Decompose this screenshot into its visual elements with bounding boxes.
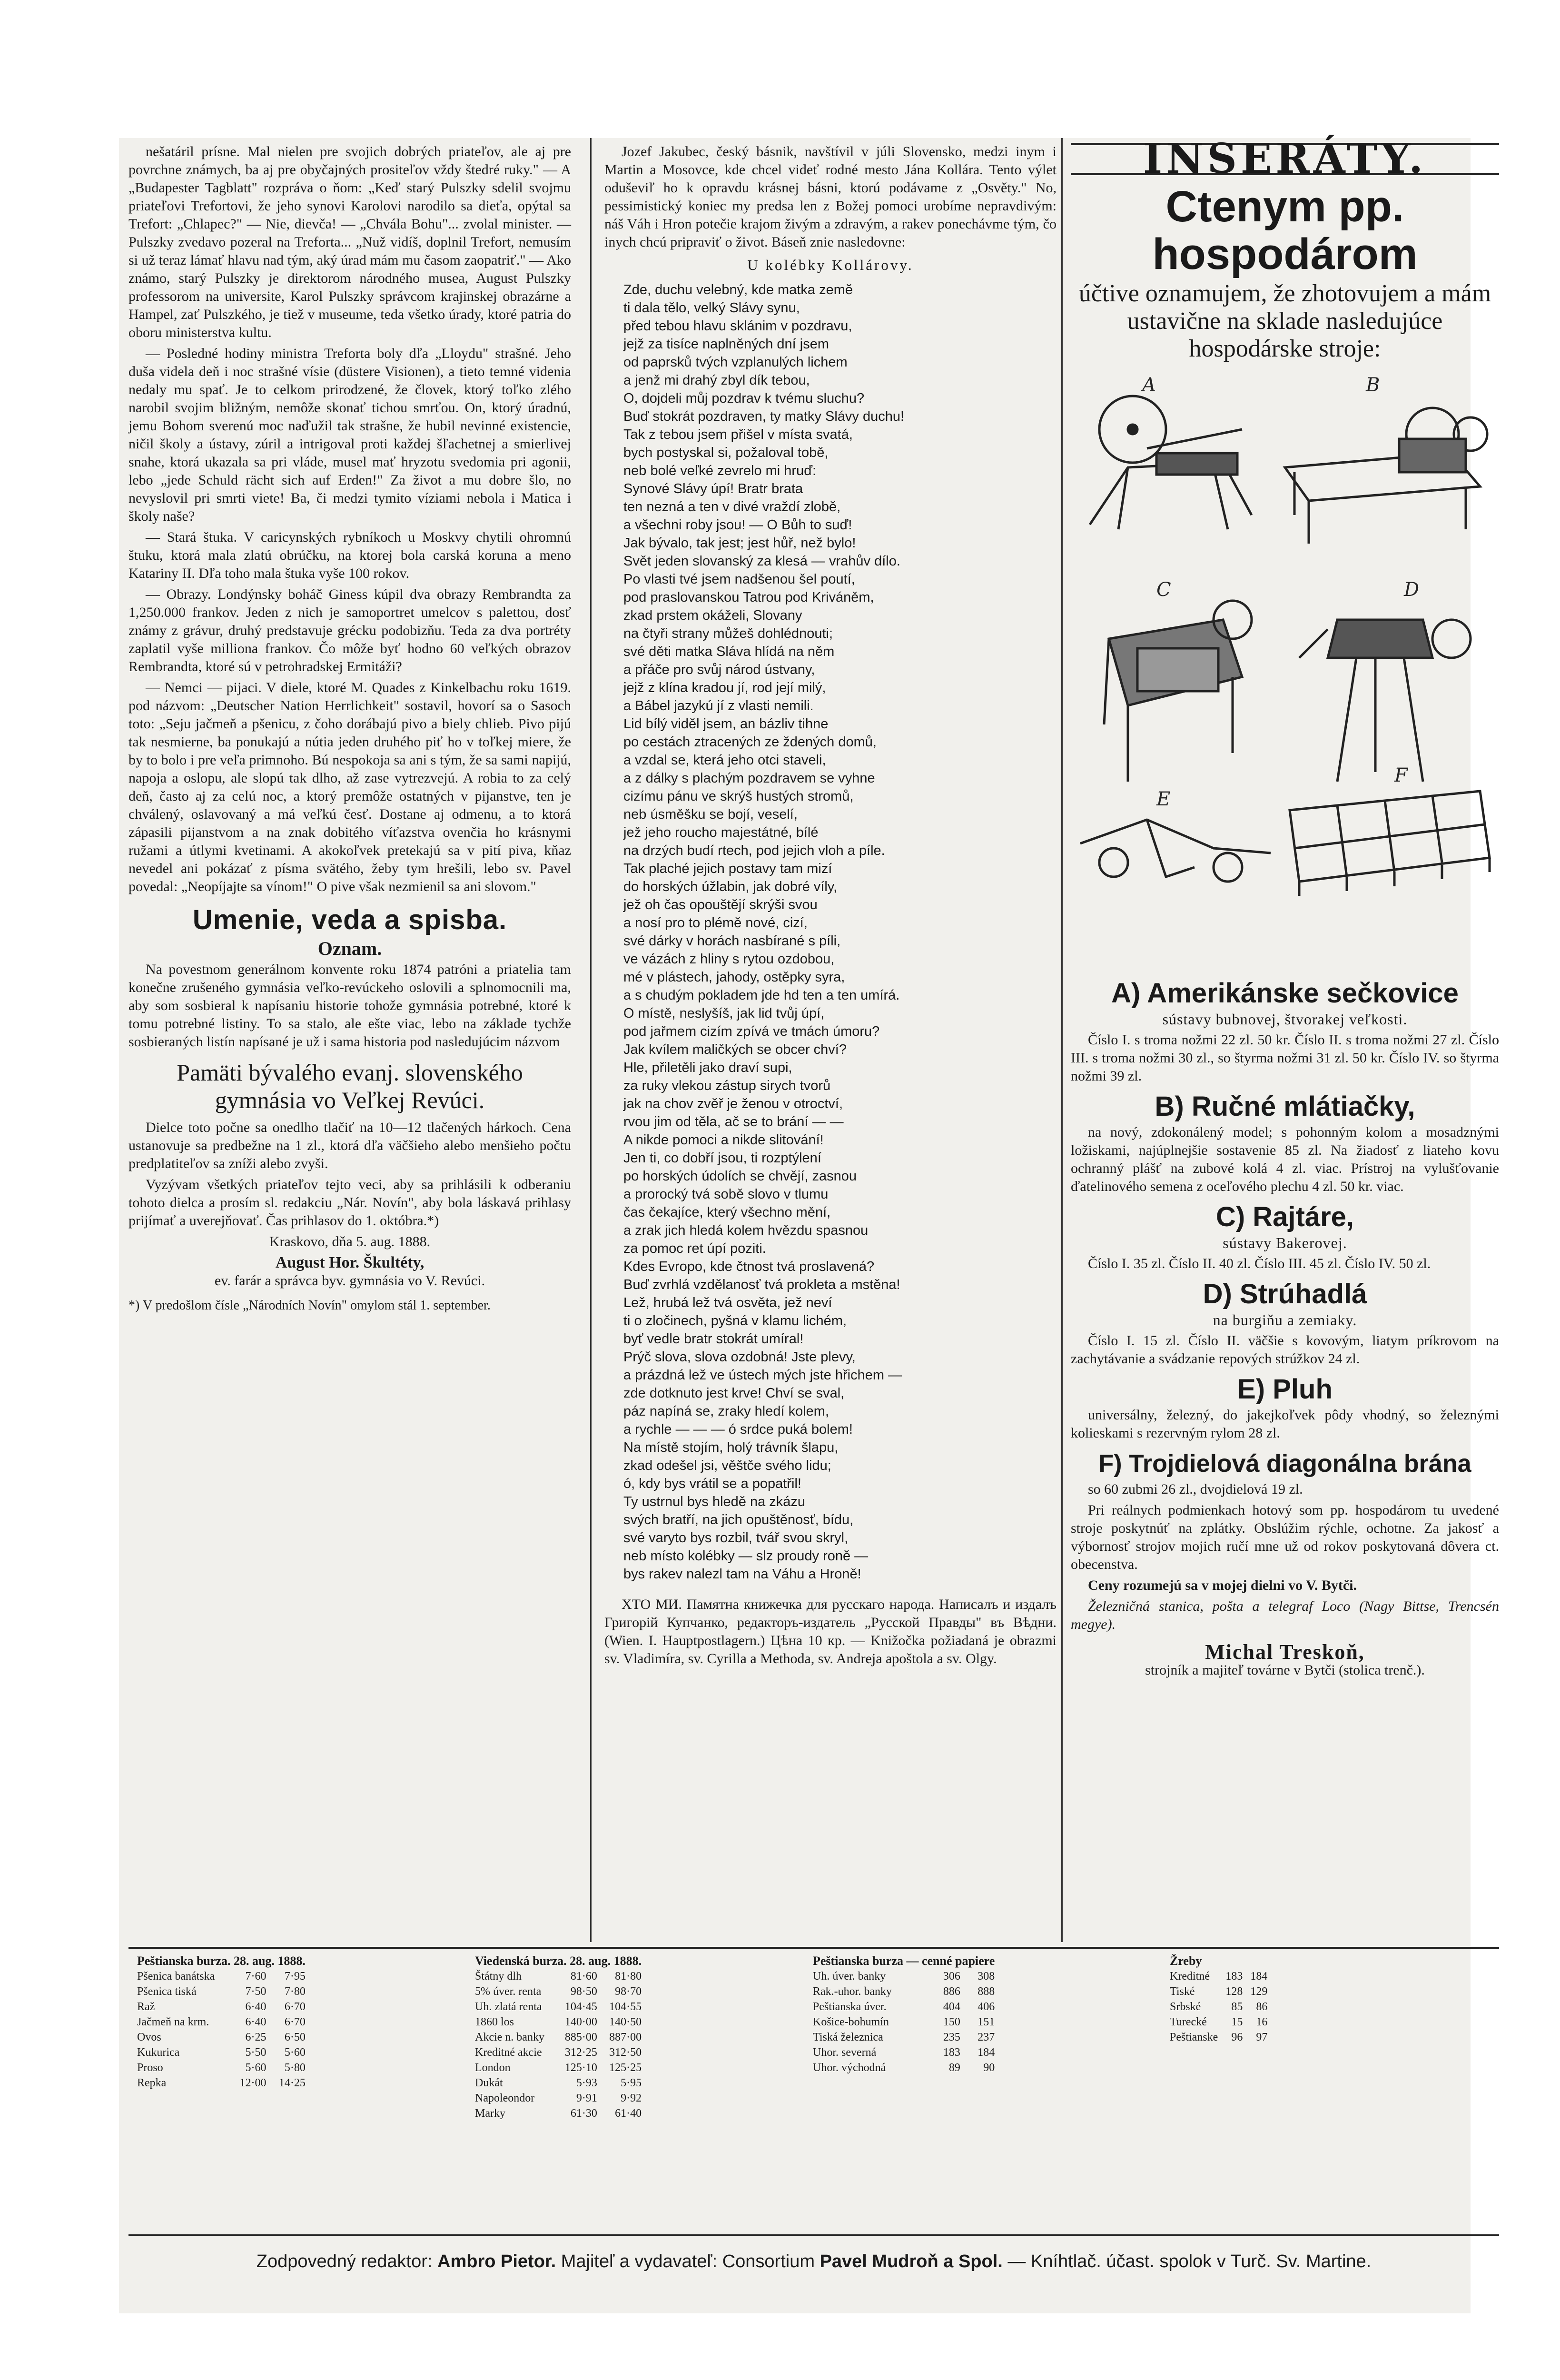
- table-cell-value: 237: [977, 2031, 995, 2043]
- inserts-title: INSERÁTY.: [1071, 143, 1499, 175]
- table-cell-value: 887·00: [609, 2031, 642, 2043]
- table-cell-value: 85: [1231, 2001, 1243, 2013]
- table-cell-value: 86: [1256, 2001, 1268, 2013]
- poem-line: O místě, neslyšíš, jak lid tvůj úpí,: [623, 1006, 825, 1021]
- table-cell-value: 312·50: [609, 2046, 642, 2059]
- table-cell-value: 98·70: [615, 1985, 642, 1998]
- ad-item-b-text: na nový, zdokonálený model; s pohonným kolom a mosadznými ložiskami, najúplnejšie sostavenie 85 zl. Na žiadosť z liateho kovu ochranný plášť na zubové kolá 4 zl. viac. Prístroj na vylušťovanie ďatelinového semena z oceľového plechu 4 zl. 50 kr. viac.: [1071, 1124, 1499, 1194]
- table-cell-value: 150: [943, 2016, 960, 2028]
- poem-line: ve vázách z hliny s rytou ozdobou,: [623, 952, 835, 967]
- table-cell-value: 404: [943, 2001, 960, 2013]
- table-cell-value: 5·93: [576, 2077, 597, 2089]
- poem-line: a vzdal se, která jeho otci staveli,: [623, 753, 826, 768]
- table-row: [1166, 1969, 1271, 1984]
- table-cell-label: Uhor. východná: [813, 2062, 886, 2074]
- table-row: [133, 2014, 309, 2030]
- table-cell-value: 104·55: [609, 2001, 642, 2013]
- poem-line: O, dojdeli můj pozdrav k tvému sluchu?: [623, 391, 865, 406]
- table-cell-value: 15: [1231, 2016, 1243, 2028]
- announcement-text: Vyzývam všetkých priateľov tejto veci, aby sa prihlásili k odberaniu tohoto dielca a prosím sl. redakciu „Nár. Novín", aby bola láskavá prihlasy prijímať a uverejňovať. Čas prihlasov do 1. októbra.*): [128, 1177, 571, 1229]
- ad-item-c-subheading: sústavy Bakerovej.: [1223, 1234, 1347, 1251]
- table-cell-label: 1860 los: [475, 2016, 514, 2028]
- table-cell-value: 6·70: [284, 2001, 306, 2013]
- ad-prices-note: Ceny rozumejú sa v mojej dielni vo V. Bytči.: [1088, 1577, 1357, 1593]
- table-cell-value: 885·00: [564, 2031, 597, 2043]
- table-cell-value: 61·40: [615, 2107, 642, 2120]
- table-cell-value: 5·95: [621, 2077, 642, 2089]
- table-cell-value: 5·60: [284, 2046, 306, 2059]
- poem-line: neb úsměšku se bojí, veselí,: [623, 807, 798, 822]
- table-cell-label: Ovos: [137, 2031, 161, 2043]
- poem-line: a zrak jich hledá kolem hvězdu spasnou: [623, 1223, 869, 1238]
- poem-line: zde dotknuto jest krve! Chví se sval,: [623, 1386, 845, 1401]
- table-cell-label: Repka: [137, 2077, 167, 2089]
- signature-name: August Hor. Škultéty,: [275, 1254, 425, 1271]
- table-cell-value: 96: [1231, 2031, 1243, 2043]
- table-row: [809, 1999, 998, 2014]
- article-text: nešatáril prísne. Mal nielen pre svojich dobrých priateľov, ale aj pre povrchne známych, ba aj pre obyčajných prositeľov vždy štedré ruky." — A „Budapester Tagblatt" rozpráva o ňom: „Keď starý Pulszky sdelil svojmu priateľovi Trefortovi, že jeho synovi Karolovi narodilo sa dieťa, opýtal sa Trefort: „Chlapec?" — Nie, dievča! — „Chvála Bohu"... zvolal minister. — Pulszky zvedavo pozeral na Treforta... „Nuž vidíš, doplnil Trefort, nemusím si už teraz lámať hlavu nad tým, aký úrad mám mu časom zaopatriť." — Ako známo, starý Pulszky je direktorom národného musea, August Pulszky professorom na universite, Karol Pulszky správcom krajinskej obrazárne a Hampel, zať Pulszkého, je tiež v museume, teda všetko úrady, ktoré patria do oboru ministerstva kultu.: [128, 144, 571, 340]
- table-cell-label: Kreditné akcie: [475, 2046, 542, 2059]
- table-row: [133, 2075, 309, 2091]
- poem-line: jež oh čas opouštějí skrýši svou: [623, 897, 818, 912]
- poem-line: po horských údolích se chvějí, zasnou: [623, 1169, 857, 1184]
- table-cell-value: 312·25: [564, 2046, 597, 2059]
- table-cell-label: Tiská železnica: [813, 2031, 883, 2043]
- table-row: [133, 1969, 309, 1984]
- table-row: [133, 1999, 309, 2014]
- poem-line: pod praslovanskou Tatrou pod Kriváněm,: [623, 590, 874, 605]
- machine-engravings: [1071, 372, 1499, 967]
- poem-line: ó, kdy bys vrátil se a popatřil!: [623, 1476, 801, 1491]
- poem-line: ti dala tělo, velký Slávy synu,: [623, 300, 800, 316]
- table-cell-label: Pšenica tiská: [137, 1985, 197, 1998]
- poem-line: a z dálky s plachým pozdravem se vyhne: [623, 771, 875, 786]
- article-text: — Nemci — pijaci. V diele, ktoré M. Quades z Kinkelbachu roku 1619. pod názvom: „Deutscher Nation Herrlichkeit" sostavil, hovorí sa o Sasoch toto: „Seju jačmeň a pšenicu, z čoho dorábajú pivo a biely chlieb. Pivo pijú tak nesmierne, ba ponukajú a nútia jeden druhého piť ho v toľkej miere, že by to bolo i pre veľa primnoho. Bú nespokoja sa ani s tým, že sa sami napijú, napoja a oslopu, ale slopú tak dlho, až zase vytrezvejú. A robia to za celý deň, často aj za celú noc, a ktorý premôže ostatných v pijanstve, ten je chválený, oslavovaný a má veľkú česť. Dostane aj odmenu, a to ktorá zápasili pijanstvom a na znak dobitého víťazstva ovenčia ho krásnymi ružami a útlymi kvetinami. A akokoľvek pretekajú sa v pití piva, kňaz nevedel ani pokázať z písma svätého, žeby tym hrešili, lebo sv. Pavel povedal: „Neopíjajte sa vínom!" O pive však nezmienil sa ani slovom.": [128, 680, 571, 894]
- table-row: [809, 1969, 998, 1984]
- table-cell-value: 6·70: [284, 2016, 306, 2028]
- table-cell-label: Košice-bohumín: [813, 2016, 889, 2028]
- poem-line: na drzých budí rtech, pod jejich vloh a píle.: [623, 843, 885, 858]
- footer-publisher-name: Pavel Mudroň a Spol.: [819, 2251, 1003, 2271]
- poem-line: a všechni roby jsou! — O Bůh to suď!: [623, 517, 852, 533]
- ad-item-f-heading: F) Trojdielová diagonálna brána: [1098, 1450, 1471, 1478]
- ad-item-a-text: Číslo I. s troma nožmi 22 zl. 50 kr. Číslo II. s troma nožmi 27 zl. Číslo III. s troma nožmi 30 zl., so štyrma nožmi 31 zl. 50 kr. Číslo IV. so štyrma nožmi 39 zl.: [1071, 1032, 1499, 1084]
- poem-line: Svět jeden slovanský za klesá — vrahův dílo.: [623, 554, 900, 569]
- table-cell-label: Napoleondor: [475, 2092, 535, 2104]
- market-table-4: [1166, 1954, 1271, 2045]
- poem-line: Na místě stojím, holý trávník šlapu,: [623, 1440, 839, 1455]
- table-cell-label: Peštianske: [1170, 2031, 1218, 2043]
- table-cell-value: 183: [1225, 1970, 1243, 1983]
- table-cell-value: 140·00: [564, 2016, 597, 2028]
- poem-line: pod jařmem cizím zpívá ve tmách úmoru?: [623, 1024, 880, 1039]
- poem-line: bys rakev nalezl tam na Váhu a Hroně!: [623, 1567, 861, 1582]
- table-cell-value: 140·50: [609, 2016, 642, 2028]
- table-cell-value: 61·30: [570, 2107, 597, 2120]
- table-cell-value: 6·50: [284, 2031, 306, 2043]
- table-row: [471, 2014, 645, 2030]
- column-middle: [604, 143, 1056, 1671]
- poem-line: za pomoc ret úpí poziti.: [623, 1241, 766, 1256]
- table-cell-value: 97: [1256, 2031, 1268, 2043]
- footer-publisher-prefix: Consortium: [722, 2251, 815, 2271]
- table-cell-label: Uh. zlatá renta: [475, 2001, 542, 2013]
- poem-line: Tak z tebou jsem přišel v místa svatá,: [623, 427, 853, 442]
- ad-signature-title: strojník a majiteľ továrne v Bytči (stolica trenč.).: [1145, 1662, 1425, 1678]
- ad-item-d-text: Číslo I. 15 zl. Číslo II. väčšie s kovovým, liatym príkrovom na zachytávanie a svádzanie repových strúžkov 24 zl.: [1071, 1333, 1499, 1367]
- ad-item-c-text: Číslo I. 35 zl. Číslo II. 40 zl. Číslo III. 45 zl. Číslo IV. 50 zl.: [1088, 1256, 1431, 1271]
- table-cell-value: 5·80: [284, 2062, 306, 2074]
- table-cell-value: 104·45: [564, 2001, 597, 2013]
- market-tables: [128, 1947, 1499, 2236]
- table-cell-label: Kukurica: [137, 2046, 180, 2059]
- ad-item-d-heading: D) Strúhadlá: [1203, 1279, 1367, 1309]
- table-cell-value: 81·60: [570, 1970, 597, 1983]
- table-cell-value: 886: [943, 1985, 960, 1998]
- table-cell-value: 14·25: [278, 2077, 306, 2089]
- label-a: A: [1142, 374, 1156, 396]
- ad-item-a-heading: A) Amerikánske sečkovice: [1111, 978, 1459, 1009]
- table-cell-label: Peštianska úver.: [813, 2001, 887, 2013]
- poem-line: Jak kvílem maličkých se obcer chví?: [623, 1042, 847, 1057]
- table-title: Žreby: [1170, 1954, 1202, 1968]
- footnote: *) V predošlom čísle „Národních Novín" omylom stál 1. september.: [128, 1298, 491, 1313]
- table-cell-label: Štátny dlh: [475, 1970, 522, 1983]
- table-row: [471, 1969, 645, 1984]
- table-cell-label: Uhor. severná: [813, 2046, 877, 2059]
- table-row: [1166, 2030, 1271, 2045]
- table-cell-label: London: [475, 2062, 511, 2074]
- table-cell-value: 235: [943, 2031, 960, 2043]
- poem-line: A nikde pomoci a nikde slitování!: [623, 1132, 824, 1148]
- article-text: — Obrazy. Londýnsky boháč Giness kúpil dva obrazy Rembrandta za 1,250.000 frankov. Jeden z nich je samoportret umelcov s palettou, dosť známy z grávur, druhý predstavuje grécku podobizňu. Teda za dva portréty zaplatil vyše milliona frankov. Čo môže byť hodno 60 veľkých obrazov Rembrandta, ktoré sú v petrohradskej Ermitáži?: [128, 586, 571, 674]
- table-cell-value: 16: [1256, 2016, 1268, 2028]
- poem: [604, 281, 1056, 1583]
- table-cell-label: Kreditné: [1170, 1970, 1210, 1983]
- signature-title: ev. farár a správca byv. gymnásia vo V. Revúci.: [214, 1273, 485, 1289]
- ad-item-d-subheading: na burgiňu a zemiaky.: [1213, 1311, 1357, 1329]
- poem-line: zkad prstem okáželi, Slovany: [623, 608, 802, 623]
- machine-illustrations: [1071, 372, 1499, 967]
- poem-line: a jenž mi drahý zbyl dík tebou,: [623, 373, 810, 388]
- table-cell-value: 7·95: [284, 1970, 306, 1983]
- machine-d-illustration: [1299, 620, 1471, 782]
- table-row: [471, 2045, 645, 2060]
- table-cell-value: 5·60: [245, 2062, 267, 2074]
- table-row: [809, 2060, 998, 2075]
- table-cell-value: 7·60: [245, 1970, 267, 1983]
- machine-c-illustration: [1104, 601, 1252, 782]
- table-cell-label: Dukát: [475, 2077, 503, 2089]
- poem-line: Buď zvrhlá vzdělanosť tvá prokleta a mstěna!: [623, 1277, 900, 1292]
- ad-item-e-text: universálny, železný, do jakejkoľvek pôdy vhodný, so železnými kolieskami s rezervným rylom 28 zl.: [1071, 1407, 1499, 1441]
- table-row: [1166, 1984, 1271, 1999]
- announcement-text: Na povestnom generálnom konvente roku 1874 patróni a priatelia tam konečne zrušeného gymnásia veľko-revúckeho oslovili a splnomocnili ma, aby som sosbieral k napísaniu historie tohože gymnásia potrebné, ktoré k tomu potrebné listiny. To sa stalo, ale ešte viac, lebo na základe tychže sosbieraných listín napísané je už i sama historia pod nasledujúcim názvom: [128, 962, 571, 1050]
- table-row: [809, 2045, 998, 2060]
- table-title: Peštianska burza — cenné papiere: [813, 1954, 995, 1968]
- table-cell-value: 183: [943, 2046, 960, 2059]
- poem-line: do horských úžlabin, jak dobré víly,: [623, 879, 838, 894]
- poem-title: U kolébky Kollárovy.: [747, 257, 914, 273]
- label-d: D: [1404, 579, 1420, 601]
- table-cell-value: 184: [1250, 1970, 1268, 1983]
- poem-line: a nosí pro to plémě nové, cizí,: [623, 915, 808, 931]
- poem-line: Jak bývalo, tak jest; jest hůř, než bylo!: [623, 536, 856, 551]
- table-row: [471, 2030, 645, 2045]
- poem-line: a Bábel jazykú jí z vlasti nemili.: [623, 698, 814, 714]
- table-cell-value: 6·25: [245, 2031, 267, 2043]
- footer-printer: — Kníhtlač. účast. spolok v Turč. Sv. Martine.: [1007, 2251, 1372, 2271]
- book-title: Pamäti bývalého evanj. slovenského gymnásia vo Veľkej Revúci.: [177, 1059, 523, 1113]
- ad-signature: Michal Treskoň,: [1205, 1640, 1365, 1664]
- poem-line: ti o zločinech, pyšná v klamu lichém,: [623, 1313, 847, 1329]
- poem-line: bych postyskal si, požaloval tobě,: [623, 445, 829, 460]
- poem-line: jejž za tisíce naplněných dní jsem: [623, 337, 829, 352]
- ad-item-b-heading: B) Ručné mlátiačky,: [1155, 1091, 1415, 1122]
- poem-line: Kdes Evropo, kde čtnost tvá proslavená?: [623, 1259, 875, 1274]
- table-cell-label: Rak.-uhor. banky: [813, 1985, 892, 1998]
- poem-line: cizímu pánu ve skrýš hustých stromů,: [623, 789, 854, 804]
- table-cell-value: 6·40: [245, 2001, 267, 2013]
- table-cell-value: 7·50: [245, 1985, 267, 1998]
- machine-b-illustration: [1285, 408, 1487, 544]
- poem-line: Lež, hrubá lež tvá osvěta, jež neví: [623, 1295, 832, 1310]
- label-c: C: [1156, 579, 1171, 601]
- poem-line: na čtyři strany můžeš dohlédnouti;: [623, 626, 833, 641]
- table-cell-label: Pšenica banátska: [137, 1970, 215, 1983]
- table-cell-value: 125·10: [564, 2062, 597, 2074]
- table-cell-value: 151: [977, 2016, 995, 2028]
- label-e: E: [1156, 788, 1171, 810]
- table-row: [471, 2091, 645, 2106]
- table-row: [471, 2106, 645, 2121]
- poem-line: a přáče pro svůj národ ústvany,: [623, 662, 815, 677]
- poem-line: Synové Slávy úpí! Bratr brata: [623, 481, 803, 496]
- poem-line: čas čekajíce, který všechno mění,: [623, 1205, 831, 1220]
- table-cell-value: 888: [977, 1985, 995, 1998]
- poem-line: ten nezná a ten v divé vraždí zlobě,: [623, 499, 841, 515]
- article-text: — Stará štuka. V caricynských rybníkoch u Moskvy chytili ohromnú štuku, ktorá mala zlatú obrúčku, na ktorej bola carská koruna a meno Katariny II. Dľa toho mala štuka vyše 100 rokov.: [128, 529, 571, 581]
- table-cell-value: 129: [1250, 1985, 1268, 1998]
- table-cell-label: Jačmeň na krm.: [137, 2016, 209, 2028]
- poem-line: byť vedle bratr stokrát umíral!: [623, 1331, 804, 1347]
- market-table-3: [809, 1954, 998, 2075]
- poem-line: jak na chov zvěř je ženou v otroctví,: [623, 1096, 843, 1111]
- table-cell-value: 184: [977, 2046, 995, 2059]
- table-cell-value: 89: [948, 2062, 960, 2074]
- poem-line: Buď stokrát pozdraven, ty matky Slávy duchu!: [623, 409, 905, 424]
- section-heading: Umenie, veda a spisba.: [192, 904, 507, 935]
- table-cell-value: 12·00: [239, 2077, 267, 2089]
- table-cell-value: 98·50: [570, 1985, 597, 1998]
- poem-line: Po vlasti tvé jsem nadšenou šel poutí,: [623, 572, 855, 587]
- machine-e-illustration: [1080, 820, 1271, 882]
- footer-publisher-label: Majiteľ a vydavateľ:: [561, 2251, 718, 2271]
- table-row: [133, 1984, 309, 1999]
- column-divider: [590, 138, 592, 1942]
- table-cell-value: 308: [977, 1970, 995, 1983]
- table-cell-label: Srbské: [1170, 2001, 1201, 2013]
- poem-line: Tak plaché jejich postavy tam mizí: [623, 861, 832, 876]
- table-cell-value: 306: [943, 1970, 960, 1983]
- dateline: Kraskovo, dňa 5. aug. 1888.: [269, 1234, 431, 1250]
- poem-line: a prorocký tvá sobě slovo v tlumu: [623, 1187, 829, 1202]
- ad-item-e-heading: E) Pluh: [1237, 1374, 1333, 1405]
- table-cell-label: Marky: [475, 2107, 505, 2120]
- footer-editor-name: Ambro Pietor.: [437, 2251, 556, 2271]
- poem-line: neb místo kolébky — slz proudy roně —: [623, 1548, 869, 1564]
- market-table-1: [133, 1954, 309, 2091]
- table-row: [471, 1999, 645, 2014]
- poem-line: před tebou hlavu sklánim v pozdravu,: [623, 318, 852, 334]
- ad-item-f-text: so 60 zubmi 26 zl., dvojdielová 19 zl.: [1088, 1481, 1303, 1497]
- label-b: B: [1366, 374, 1380, 396]
- poem-line: Ty ustrnul bys hledě na zkázu: [623, 1494, 806, 1509]
- poem-line: své varyto bys rozbil, tvář svou skryl,: [623, 1530, 849, 1546]
- ad-subheadline: účtive oznamujem, že zhotovujem a mám ustavične na sklade nasledujúce hospodárske stroje:: [1078, 280, 1491, 362]
- ad-item-a-subheading: sústavy bubnovej, štvorakej veľkosti.: [1162, 1011, 1408, 1028]
- table-cell-label: Akcie n. banky: [475, 2031, 544, 2043]
- poem-line: za ruky vlekou zástup sirych tvorů: [623, 1078, 831, 1093]
- table-cell-value: 406: [977, 2001, 995, 2013]
- ad-headline: Ctenym pp. hospodárom: [1152, 182, 1418, 278]
- column-right-ads: [1071, 135, 1499, 1679]
- table-title: Peštianska burza. 28. aug. 1888.: [137, 1954, 306, 1968]
- poem-line: Jen ti, co dobří jsou, ti rozptýlení: [623, 1150, 821, 1166]
- poem-line: zkad odešel jsi, věštče svého lidu;: [623, 1458, 831, 1473]
- table-cell-value: 7·80: [284, 1985, 306, 1998]
- announcement-text: Dielce toto počne sa onedlho tlačiť na 10—12 tlačených hárkoch. Cena ustanovuje sa predbežne na 1 zl., ktorá dľa väčšieho alebo menšieho počtu predplatiteľov sa zníži alebo zvyši.: [128, 1120, 571, 1171]
- article-text: — Posledné hodiny ministra Treforta boly dľa „Lloydu" strašné. Jeho duša videla deň i noc strašné vísie (düstere Visionen), a tieto temné videnia nedaly mu spať. Je to celkom prirodzené, že človek, ktorý toľko zlého narobil svojim bližným, nemôže skonať tichou smrťou. On, ktorý úradnú, jemu Bohom sverenú moc naďužil tak strašne, že hubil nevinné existencie, ničil školy a ústavy, zúril a intrigoval proti každej šľachetnej a smierlivej snahe, ktorá ukazala sa pri vláde, musel mať hryzotu svedomia pri agonii, lebo „jede Schuld rächt sich auf Erden!" Za život a mu dobre šlo, no nevyslovil pri smrti viete! Ba, či medzi tymito víziami nebola i Matica i školy naše?: [128, 346, 571, 524]
- table-row: [471, 1984, 645, 1999]
- ad-terms-text: Pri reálnych podmienkach hotový som pp. hospodárom tu uvedené stroje poskytnúť na zplátky. Obslúžim rýchle, ochotne. Za jakosť a výbornosť strojov mojich ručí mne už od rokov poskytovaná dôvera ct. obecenstva.: [1071, 1502, 1499, 1572]
- table-row: [809, 2030, 998, 2045]
- table-cell-value: 81·80: [615, 1970, 642, 1983]
- column-divider: [1061, 138, 1063, 1942]
- table-cell-label: Uh. úver. banky: [813, 1970, 886, 1983]
- table-cell-label: Raž: [137, 2001, 155, 2013]
- poem-line: a rychle — — — ó srdce puká bolem!: [623, 1422, 853, 1437]
- table-cell-label: Tiské: [1170, 1985, 1195, 1998]
- poem-line: jež jeho roucho majestátné, bílé: [623, 825, 819, 840]
- table-row: [471, 2075, 645, 2091]
- machine-f-illustration: [1290, 791, 1490, 896]
- table-cell-value: 125·25: [609, 2062, 642, 2074]
- imprint-footer: [128, 2251, 1499, 2272]
- poem-line: a s chudým pokladem jde hd ten a ten umírá.: [623, 988, 900, 1003]
- table-row: [133, 2060, 309, 2075]
- table-cell-value: 6·40: [245, 2016, 267, 2028]
- poem-line: Hle, přiletěli jako draví supi,: [623, 1060, 792, 1075]
- poem-line: neb bolé veľké zevrelo mi hruď:: [623, 463, 817, 478]
- poem-line: Zde, duchu velebný, kde matka zemĕ: [623, 282, 853, 298]
- table-row: [809, 2014, 998, 2030]
- poem-intro: Jozef Jakubec, český básnik, navštívil v júli Slovensko, medzi inym i Martin a Mosovce, kde chcel videť rodné mesto Jána Kollára. Tento výlet oduševiľ ho k opravdu krásnej básni, ktorú podávame z „Osvěty." No, pessimistický koniec my predsa len z Božej pomoci urobíme nepravdivým: náš Váh i Hron potečie krajom živým a zdravým, a rakev ponechávme tým, čo inych chcú pripraviť o život. Báseň znie nasledovne:: [604, 144, 1056, 250]
- table-row: [1166, 2014, 1271, 2030]
- table-cell-label: 5% úver. renta: [475, 1985, 542, 1998]
- poem-line: od paprsků tvých vzplanulých lichem: [623, 355, 848, 370]
- column-left: [128, 143, 571, 1315]
- poem-line: své dárky v horách nasbírané s píli,: [623, 933, 841, 949]
- table-row: [1166, 1999, 1271, 2014]
- label-f: F: [1394, 764, 1408, 786]
- poem-line: po cestách ztracených ze ždených domů,: [623, 734, 877, 750]
- table-row: [133, 2030, 309, 2045]
- table-cell-value: 9·91: [576, 2092, 597, 2104]
- ad-item-c-heading: C) Rajtáre,: [1215, 1201, 1354, 1232]
- table-cell-value: 128: [1225, 1985, 1243, 1998]
- ad-station-note: Železničná stanica, pošta a telegraf Loco (Nagy Bittse, Trencsén megye).: [1071, 1598, 1499, 1632]
- table-row: [809, 1984, 998, 1999]
- poem-line: jejž z klína kradou jí, rod její milý,: [623, 680, 826, 695]
- table-row: [471, 2060, 645, 2075]
- table-cell-label: Proso: [137, 2062, 163, 2074]
- announcement-heading: Oznam.: [317, 938, 382, 959]
- table-cell-label: Turecké: [1170, 2016, 1207, 2028]
- poem-line: a prázdná lež ve ústech mých jste hřichem —: [623, 1368, 902, 1383]
- poem-line: Lid bílý viděl jsem, an bázliv tihne: [623, 716, 829, 732]
- poem-line: své děti matka Sláva hlídá na něm: [623, 644, 835, 659]
- poem-line: Prýč slova, slova ozdobná! Jste plevy,: [623, 1349, 856, 1365]
- footer-editor-label: Zodpovedný redaktor:: [256, 2251, 433, 2271]
- table-cell-value: 90: [983, 2062, 995, 2074]
- poem-line: páz napíná se, zraky hledí kolem,: [623, 1404, 829, 1419]
- poem-line: mé v plástech, jahody, ostěpky syra,: [623, 970, 845, 985]
- book-notice: ХТО МИ. Памятна книжечка для русскаго народа. Написалъ и издалъ Григорій Купчанко, редакторъ-издатель „Русской Правды" въ Вѣдни. (Wien. I. Hauptpostlagern.) Цѣна 10 кр. — Knižočka požiadaná je obrazmi sv. Vladimíra, sv. Cyrilla a Methoda, sv. Andreja apoštola a sv. Olgy.: [604, 1597, 1056, 1666]
- table-row: [133, 2045, 309, 2060]
- poem-line: svých bratří, na jich opuštěnosť, bídu,: [623, 1512, 854, 1527]
- market-table-2: [471, 1954, 645, 2121]
- machine-a-illustration: [1090, 396, 1252, 529]
- table-title: Viedenská burza. 28. aug. 1888.: [475, 1954, 642, 1968]
- table-cell-value: 9·92: [621, 2092, 642, 2104]
- poem-line: rvou jim od těla, ač se to brání — —: [623, 1114, 844, 1130]
- table-cell-value: 5·50: [245, 2046, 267, 2059]
